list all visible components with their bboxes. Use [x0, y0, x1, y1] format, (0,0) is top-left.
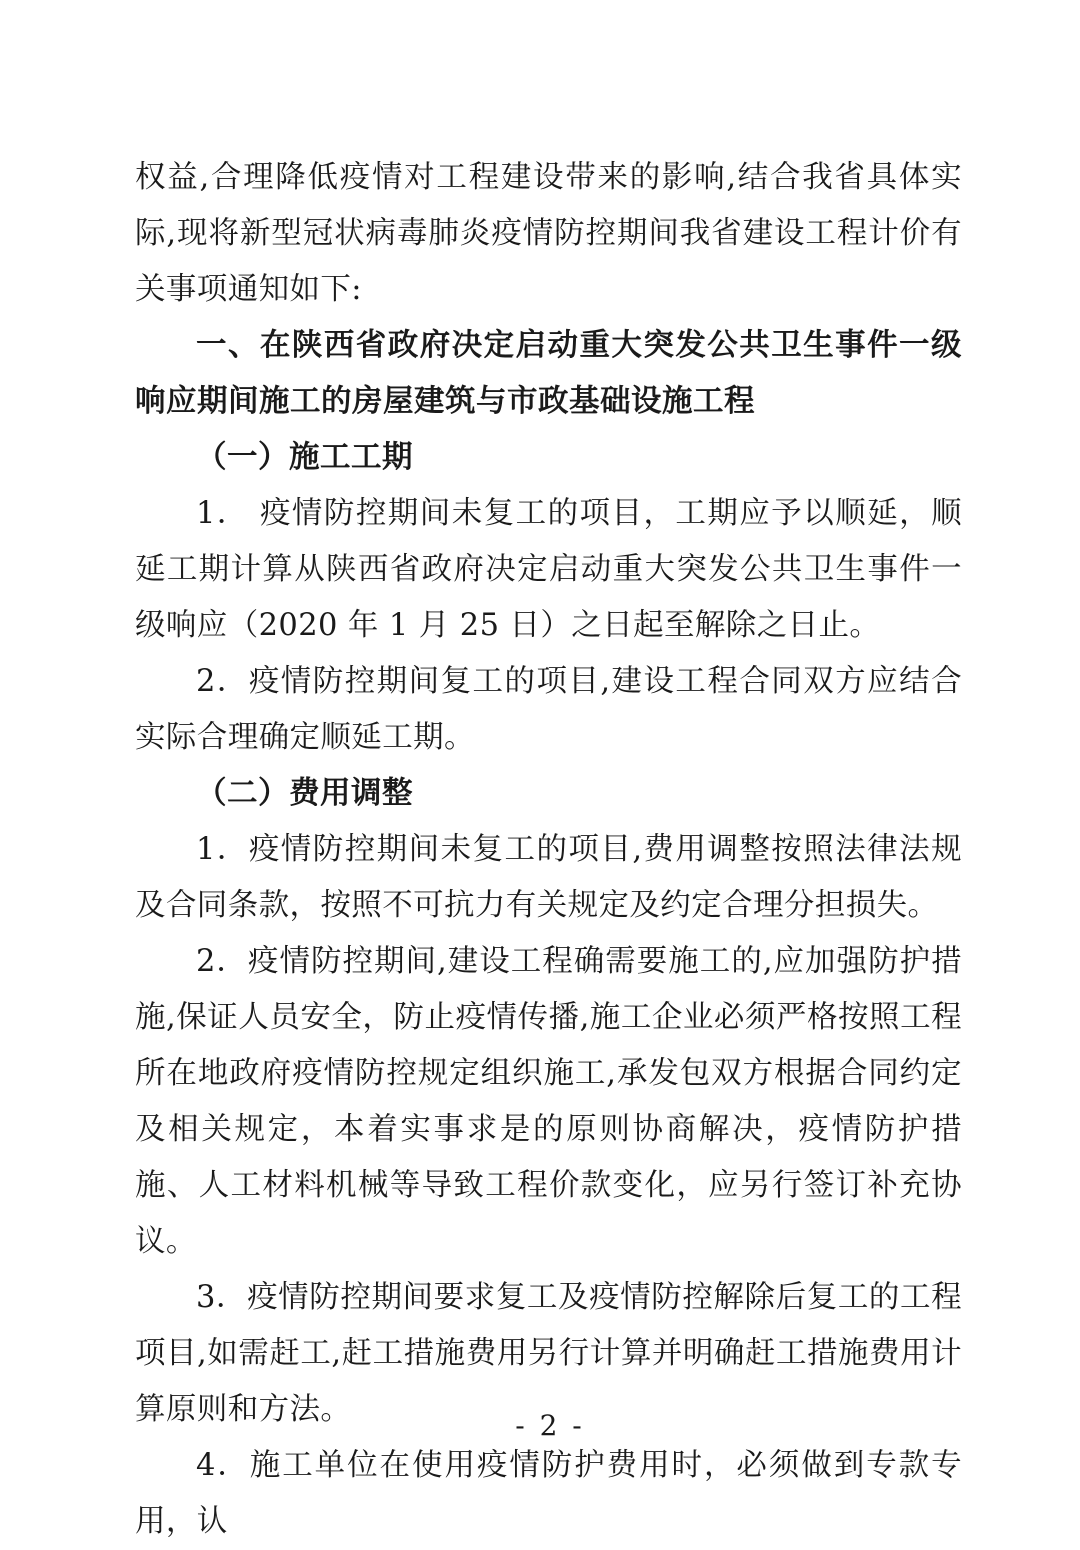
paragraph-2-1: 1．疫情防控期间未复工的项目,费用调整按照法律法规及合同条款，按照不可抗力有关规定及约定合理分担损失。 [135, 832, 962, 923]
paragraph-opening: 权益,合理降低疫情对工程建设带来的影响,结合我省具体实际,现将新型冠状病毒肺炎疫情防控期间我省建设工程计价有关事项通知如下: [135, 160, 962, 307]
subsection-heading-two: （二）费用调整 [196, 776, 413, 811]
section-heading-one: 一、在陕西省政府决定启动重大突发公共卫生事件一级响应期间施工的房屋建筑与市政基础设施工程 [135, 328, 962, 419]
paragraph-1-2: 2．疫情防控期间复工的项目,建设工程合同双方应结合实际合理确定顺延工期。 [135, 664, 962, 755]
subsection-heading-one: （一）施工工期 [196, 440, 413, 475]
page-number: - 2 - [515, 1409, 585, 1442]
paragraph-1-1: 1． 疫情防控期间未复工的项目，工期应予以顺延，顺延工期计算从陕西省政府决定启动重大突发公共卫生事件一级响应（2020 年 1 月 25 日）之日起至解除之日止。 [135, 496, 962, 643]
document-body [135, 150, 962, 1550]
paragraph-2-3: 3．疫情防控期间要求复工及疫情防控解除后复工的工程项目,如需赶工,赶工措施费用另行计算并明确赶工措施费用计算原则和方法。 [135, 1280, 962, 1427]
paragraph-2-2: 2．疫情防控期间,建设工程确需要施工的,应加强防护措施,保证人员安全，防止疫情传播,施工企业必须严格按照工程所在地政府疫情防控规定组织施工,承发包双方根据合同约定及相关规定，本着实事求是的原则协商解决，疫情防护措施、人工材料机械等导致工程价款变化，应另行签订补充协议。 [135, 944, 962, 1259]
paragraph-2-4: 4．施工单位在使用疫情防护费用时，必须做到专款专用，认 [135, 1448, 962, 1539]
